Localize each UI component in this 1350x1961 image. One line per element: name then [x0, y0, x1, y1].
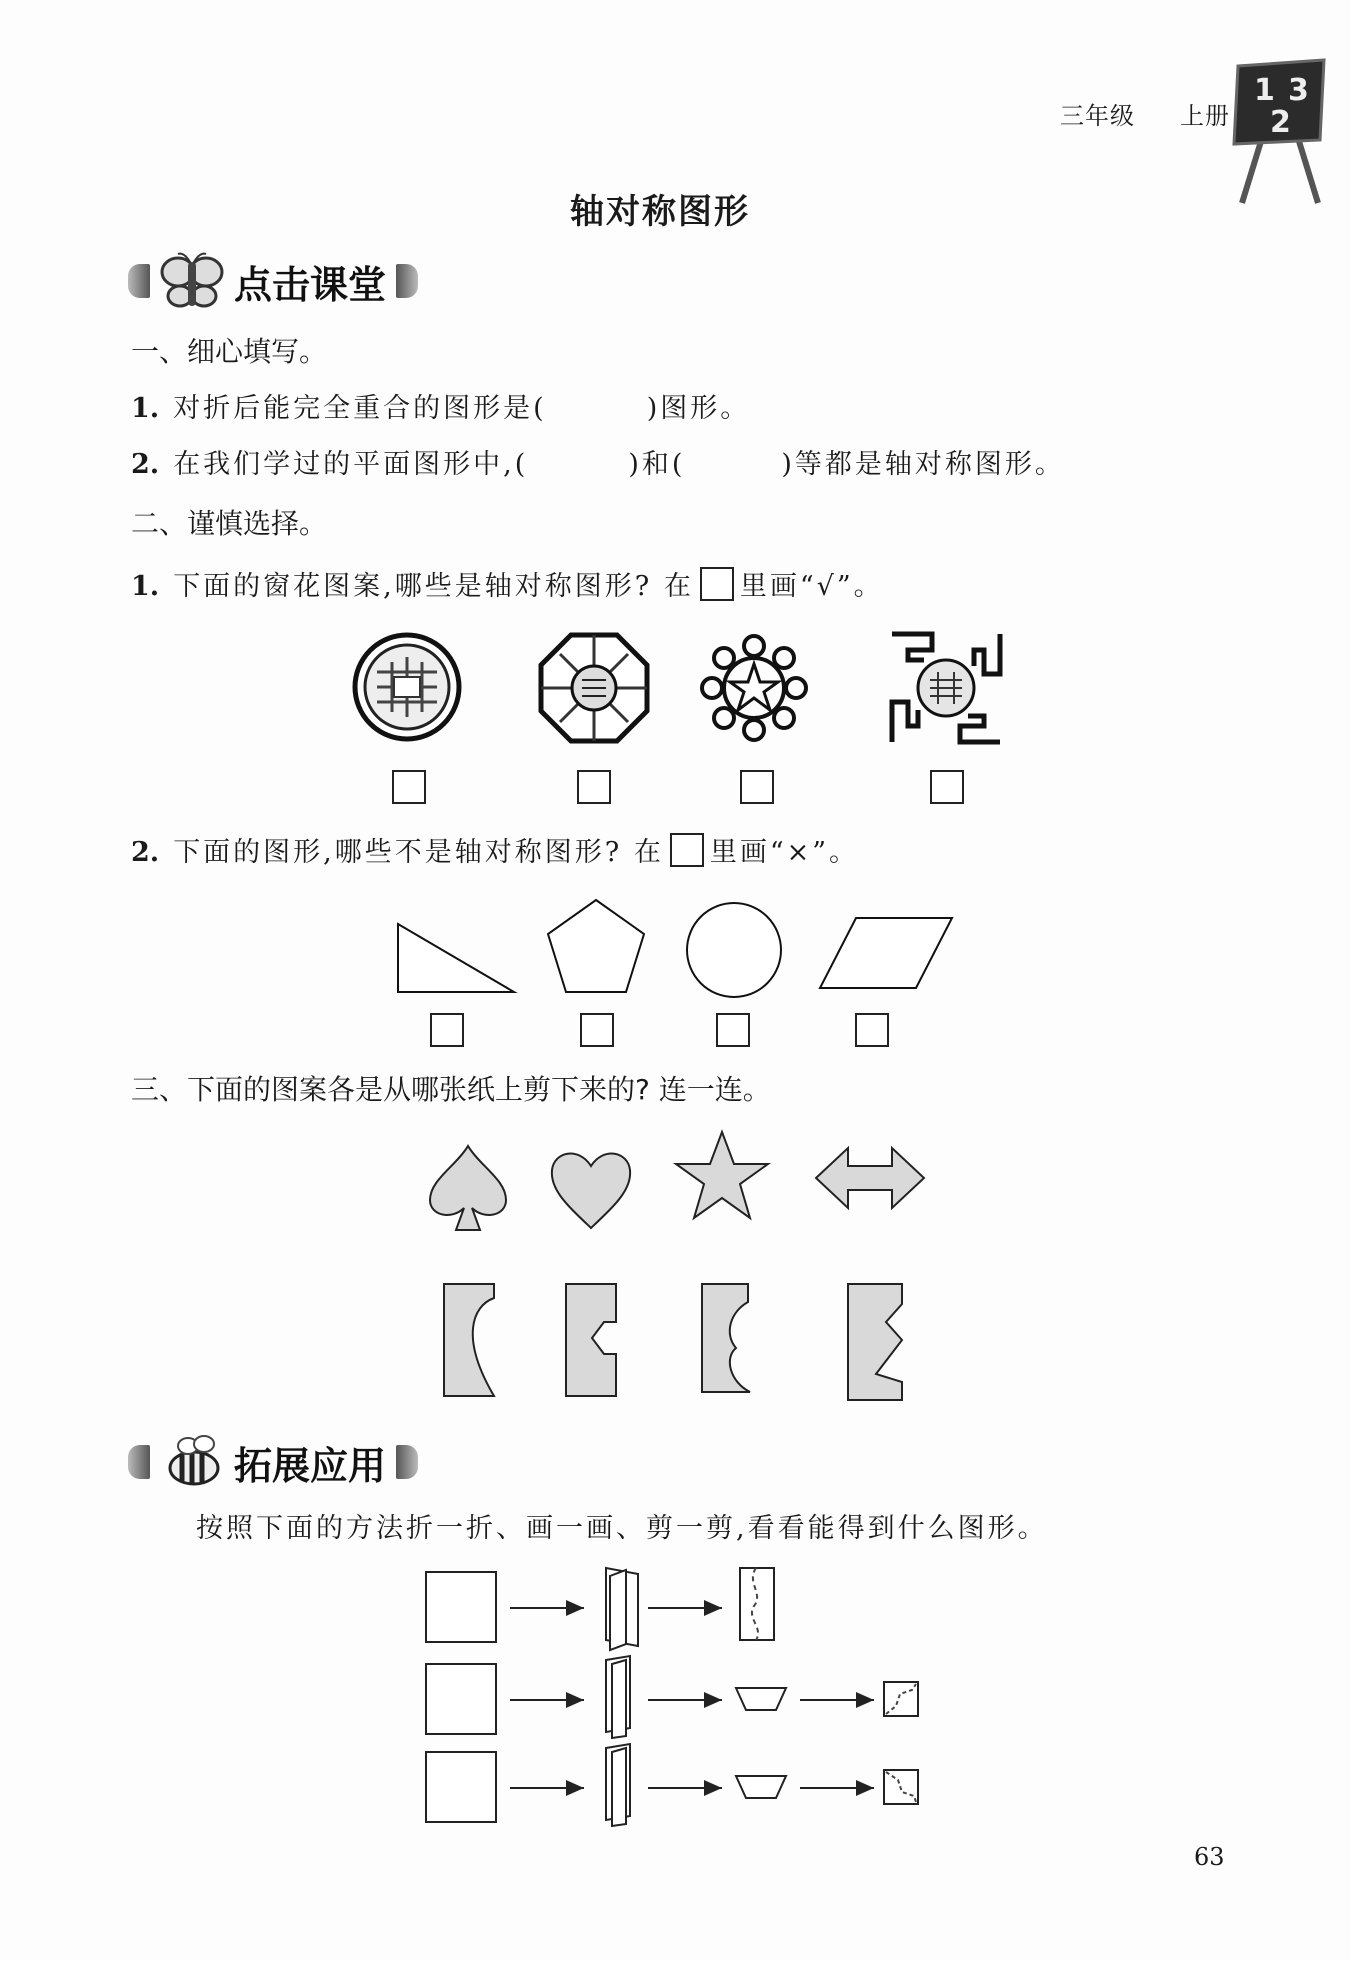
checkbox-shape-3[interactable] [716, 1013, 750, 1047]
folded-square-drawn [884, 1682, 918, 1716]
q-text: 里画“×”。 [709, 837, 860, 868]
circle-shape [684, 900, 784, 1000]
sample-box [700, 567, 734, 601]
folded-trapezoid-paper [736, 1688, 786, 1710]
bee-icon [160, 1432, 224, 1492]
checkbox-pattern-1[interactable] [392, 770, 426, 804]
q-text: 在我们学过的平面图形中,( [173, 449, 529, 480]
fold-row-3 [426, 1744, 918, 1826]
folding-steps-diagram [420, 1560, 940, 1830]
folded-trapezoid-paper [736, 1776, 786, 1798]
part3-heading: 三、下面的图案各是从哪张纸上剪下来的? 连一连。 [131, 1073, 771, 1106]
q-text: 对折后能完全重合的图形是( [173, 393, 547, 424]
folded-paper-arrow-icon [564, 1282, 620, 1400]
part1-question-1 [131, 386, 750, 425]
extension-banner [128, 1432, 418, 1492]
q-text: 下面的图形,哪些不是轴对称图形? 在 [173, 837, 664, 868]
chalkboard-badge-icon [1232, 58, 1328, 208]
page-number: 63 [1194, 1843, 1225, 1871]
part1-question-2 [131, 442, 1065, 481]
checkbox-shape-2[interactable] [580, 1013, 614, 1047]
folded-paper-star-icon [846, 1282, 906, 1402]
butterfly-icon [160, 250, 224, 312]
banner-left-cap [128, 264, 150, 298]
sample-box [670, 833, 704, 867]
pentagon-shape [546, 898, 646, 994]
right-triangle-shape [396, 920, 516, 996]
part2-question-2 [131, 830, 859, 869]
classroom-banner-text: 点击课堂 [234, 262, 387, 307]
banner-left-cap [128, 1445, 150, 1479]
q-number: 2. [131, 837, 160, 868]
folded-half-paper [606, 1744, 630, 1826]
folded-paper-heart-icon [700, 1282, 756, 1394]
fold-row-1 [426, 1568, 774, 1650]
folded-half-paper [606, 1656, 630, 1738]
square-paper [426, 1664, 496, 1734]
banner-right-cap [396, 264, 418, 298]
folded-square-drawn [884, 1770, 918, 1804]
spade-cutout-icon [426, 1142, 510, 1234]
q-text: )等都是轴对称图形。 [781, 449, 1065, 480]
square-paper [426, 1572, 496, 1642]
window-pattern-swastika-frame-icon [888, 630, 1004, 746]
q-text: )图形。 [646, 393, 751, 424]
part1-heading: 一、细心填写。 [131, 335, 328, 368]
classroom-banner [128, 250, 418, 312]
drawn-half-paper [740, 1568, 774, 1640]
window-pattern-octagon-icon [538, 632, 650, 744]
star-cutout-icon [674, 1130, 770, 1222]
fold-row-2 [426, 1656, 918, 1738]
part2-question-1 [131, 564, 884, 603]
part2-heading: 二、谨慎选择。 [131, 507, 328, 540]
q-number: 1. [131, 393, 160, 424]
extension-instruction: 按照下面的方法折一折、画一画、剪一剪,看看能得到什么图形。 [196, 1513, 1048, 1544]
heart-cutout-icon [548, 1146, 634, 1230]
window-pattern-flower-icon [698, 632, 810, 744]
double-arrow-cutout-icon [814, 1144, 926, 1212]
checkbox-pattern-4[interactable] [930, 770, 964, 804]
badge-digit-2: 2 [1270, 105, 1291, 140]
grade-label: 三年级 [1060, 102, 1135, 130]
banner-right-cap [396, 1445, 418, 1479]
extension-banner-text: 拓展应用 [234, 1443, 387, 1488]
q-text: 里画“√”。 [739, 571, 884, 602]
square-paper [426, 1752, 496, 1822]
volume-label: 上册 [1180, 102, 1230, 130]
checkbox-shape-1[interactable] [430, 1013, 464, 1047]
folded-half-paper [606, 1568, 638, 1650]
q-number: 2. [131, 449, 160, 480]
window-pattern-circle-icon [352, 632, 462, 742]
q-text: )和( [628, 449, 686, 480]
checkbox-shape-4[interactable] [855, 1013, 889, 1047]
parallelogram-shape [818, 916, 954, 990]
checkbox-pattern-3[interactable] [740, 770, 774, 804]
q-number: 1. [131, 571, 160, 602]
badge-digit-1: 1 [1254, 73, 1275, 108]
page-title: 轴对称图形 [570, 192, 750, 232]
checkbox-pattern-2[interactable] [577, 770, 611, 804]
folded-paper-crescent-icon [442, 1282, 498, 1400]
badge-digit-3: 3 [1288, 73, 1309, 108]
q-text: 下面的窗花图案,哪些是轴对称图形? 在 [173, 571, 694, 602]
